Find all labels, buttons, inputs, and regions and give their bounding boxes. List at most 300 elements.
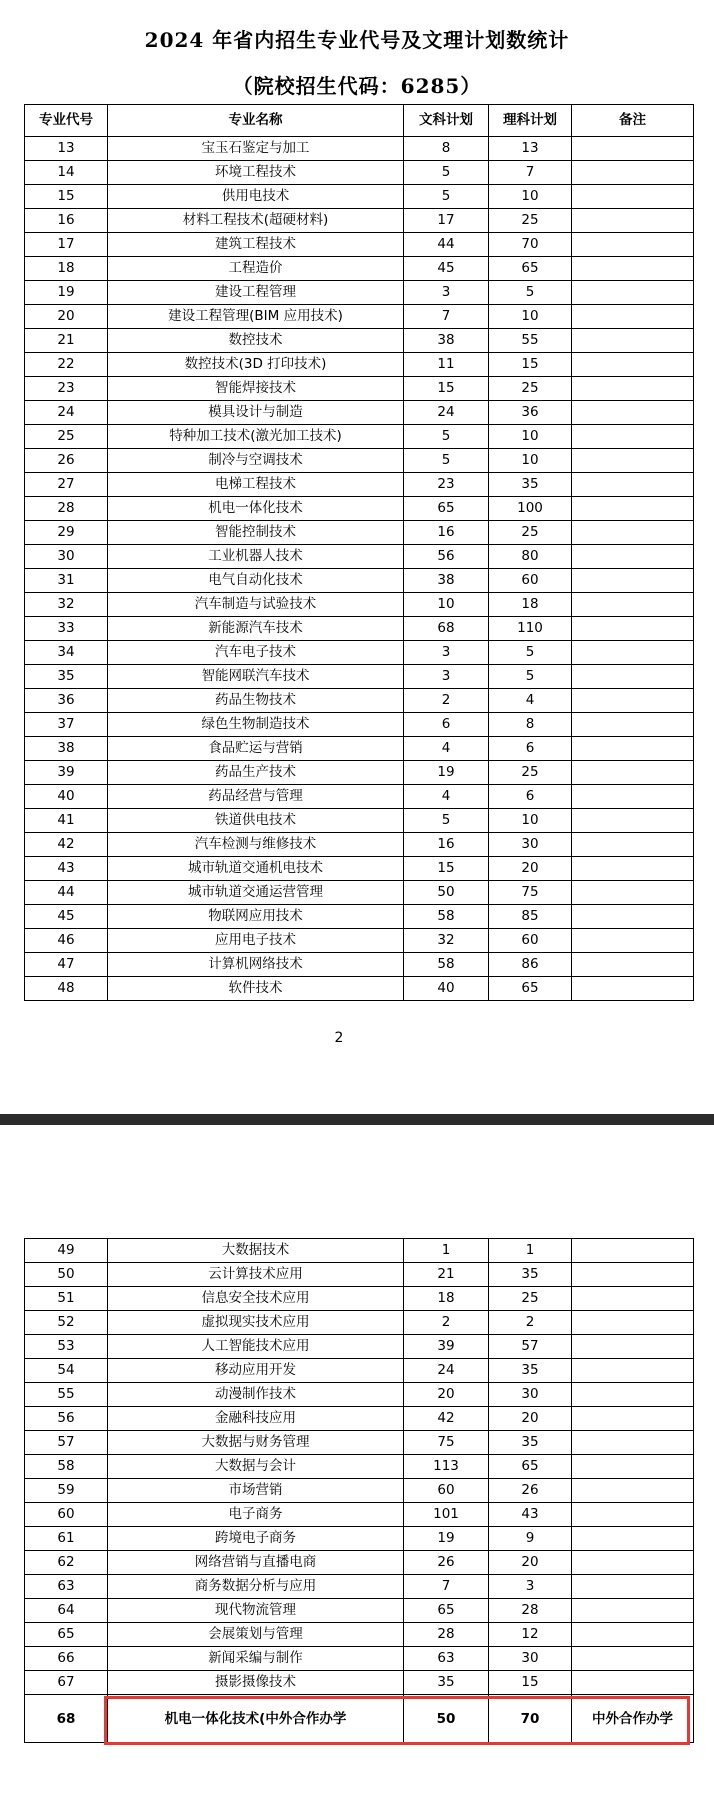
cell-name: 大数据技术	[108, 1239, 404, 1263]
cell-name: 宝玉石鉴定与加工	[108, 137, 404, 161]
cell-name: 智能控制技术	[108, 521, 404, 545]
cell-science: 10	[489, 449, 572, 473]
cell-arts: 7	[404, 1575, 489, 1599]
cell-arts: 5	[404, 161, 489, 185]
table-row	[25, 305, 694, 329]
cell-science: 70	[489, 1695, 572, 1743]
cell-science: 10	[489, 425, 572, 449]
cell-name: 物联网应用技术	[108, 905, 404, 929]
cell-name: 机电一体化技术(中外合作办学	[108, 1695, 404, 1743]
cell-arts: 39	[404, 1335, 489, 1359]
cell-name: 市场营销	[108, 1479, 404, 1503]
cell-name: 软件技术	[108, 977, 404, 1001]
cell-code: 44	[25, 881, 108, 905]
cell-arts: 15	[404, 857, 489, 881]
table-row	[25, 161, 694, 185]
cell-code: 19	[25, 281, 108, 305]
table-row	[25, 1287, 694, 1311]
table-row	[25, 1263, 694, 1287]
cell-code: 38	[25, 737, 108, 761]
cell-note	[572, 665, 694, 689]
cell-name: 电子商务	[108, 1503, 404, 1527]
cell-note	[572, 905, 694, 929]
table-row	[25, 689, 694, 713]
cell-science: 25	[489, 761, 572, 785]
cell-note	[572, 785, 694, 809]
table-row	[25, 1383, 694, 1407]
cell-arts: 4	[404, 737, 489, 761]
cell-code: 27	[25, 473, 108, 497]
cell-name: 会展策划与管理	[108, 1623, 404, 1647]
cell-code: 55	[25, 1383, 108, 1407]
cell-science: 28	[489, 1599, 572, 1623]
cell-code: 60	[25, 1503, 108, 1527]
cell-name: 城市轨道交通机电技术	[108, 857, 404, 881]
cell-arts: 16	[404, 521, 489, 545]
table-row	[25, 1599, 694, 1623]
cell-code: 14	[25, 161, 108, 185]
cell-note	[572, 641, 694, 665]
enrollment-table-page-1	[24, 104, 694, 1001]
cell-name: 计算机网络技术	[108, 953, 404, 977]
cell-name: 智能焊接技术	[108, 377, 404, 401]
cell-note	[572, 1431, 694, 1455]
cell-note	[572, 1383, 694, 1407]
cell-science: 57	[489, 1335, 572, 1359]
cell-name: 虚拟现实技术应用	[108, 1311, 404, 1335]
cell-name: 数控技术	[108, 329, 404, 353]
cell-arts: 19	[404, 761, 489, 785]
cell-science: 25	[489, 1287, 572, 1311]
cell-code: 33	[25, 617, 108, 641]
cell-name: 新闻采编与制作	[108, 1647, 404, 1671]
table-row	[25, 209, 694, 233]
cell-science: 65	[489, 977, 572, 1001]
cell-code: 24	[25, 401, 108, 425]
cell-name: 汽车电子技术	[108, 641, 404, 665]
cell-note	[572, 401, 694, 425]
cell-science: 60	[489, 569, 572, 593]
cell-science: 35	[489, 1263, 572, 1287]
cell-note	[572, 1407, 694, 1431]
cell-code: 50	[25, 1263, 108, 1287]
cell-name: 信息安全技术应用	[108, 1287, 404, 1311]
cell-code: 32	[25, 593, 108, 617]
cell-name: 云计算技术应用	[108, 1263, 404, 1287]
table-row	[25, 1239, 694, 1263]
table-header-row	[25, 105, 694, 137]
cell-arts: 24	[404, 401, 489, 425]
cell-note	[572, 137, 694, 161]
enrollment-table-page-2	[24, 1238, 694, 1743]
cell-note	[572, 545, 694, 569]
cell-code: 34	[25, 641, 108, 665]
cell-note	[572, 377, 694, 401]
header-code: 专业代号	[25, 105, 108, 137]
cell-code: 20	[25, 305, 108, 329]
header-science: 理科计划	[489, 105, 572, 137]
cell-arts: 35	[404, 1671, 489, 1695]
cell-science: 20	[489, 1407, 572, 1431]
table-row	[25, 929, 694, 953]
table-row	[25, 737, 694, 761]
cell-arts: 15	[404, 377, 489, 401]
cell-arts: 42	[404, 1407, 489, 1431]
table-row	[25, 617, 694, 641]
cell-name: 金融科技应用	[108, 1407, 404, 1431]
cell-code: 66	[25, 1647, 108, 1671]
cell-science: 15	[489, 1671, 572, 1695]
table-row	[25, 833, 694, 857]
cell-arts: 56	[404, 545, 489, 569]
table-row-highlighted	[25, 1695, 694, 1743]
cell-note	[572, 209, 694, 233]
cell-arts: 68	[404, 617, 489, 641]
cell-science: 35	[489, 473, 572, 497]
cell-science: 43	[489, 1503, 572, 1527]
table-row	[25, 1503, 694, 1527]
cell-arts: 5	[404, 185, 489, 209]
cell-code: 16	[25, 209, 108, 233]
cell-code: 28	[25, 497, 108, 521]
table-row	[25, 1623, 694, 1647]
cell-code: 56	[25, 1407, 108, 1431]
cell-science: 80	[489, 545, 572, 569]
cell-code: 17	[25, 233, 108, 257]
table-row	[25, 1527, 694, 1551]
cell-arts: 65	[404, 1599, 489, 1623]
cell-science: 1	[489, 1239, 572, 1263]
cell-code: 40	[25, 785, 108, 809]
cell-name: 动漫制作技术	[108, 1383, 404, 1407]
cell-name: 大数据与财务管理	[108, 1431, 404, 1455]
table-row	[25, 1455, 694, 1479]
cell-science: 60	[489, 929, 572, 953]
cell-science: 7	[489, 161, 572, 185]
table-row	[25, 1431, 694, 1455]
table-row	[25, 1479, 694, 1503]
cell-arts: 16	[404, 833, 489, 857]
cell-note	[572, 425, 694, 449]
cell-arts: 101	[404, 1503, 489, 1527]
cell-code: 61	[25, 1527, 108, 1551]
cell-arts: 32	[404, 929, 489, 953]
cell-science: 26	[489, 1479, 572, 1503]
cell-note	[572, 737, 694, 761]
table-row	[25, 1671, 694, 1695]
cell-arts: 63	[404, 1647, 489, 1671]
cell-arts: 26	[404, 1551, 489, 1575]
cell-note	[572, 185, 694, 209]
cell-arts: 5	[404, 449, 489, 473]
cell-science: 3	[489, 1575, 572, 1599]
cell-note	[572, 449, 694, 473]
cell-science: 10	[489, 305, 572, 329]
cell-science: 100	[489, 497, 572, 521]
cell-note	[572, 1647, 694, 1671]
cell-code: 49	[25, 1239, 108, 1263]
cell-code: 46	[25, 929, 108, 953]
table-row	[25, 545, 694, 569]
cell-name: 大数据与会计	[108, 1455, 404, 1479]
cell-code: 65	[25, 1623, 108, 1647]
cell-code: 31	[25, 569, 108, 593]
cell-science: 4	[489, 689, 572, 713]
cell-code: 26	[25, 449, 108, 473]
table-row	[25, 521, 694, 545]
cell-note	[572, 473, 694, 497]
cell-science: 25	[489, 209, 572, 233]
cell-science: 2	[489, 1311, 572, 1335]
table-body-page-1	[25, 137, 694, 1001]
cell-code: 53	[25, 1335, 108, 1359]
cell-arts: 4	[404, 785, 489, 809]
cell-arts: 60	[404, 1479, 489, 1503]
cell-arts: 44	[404, 233, 489, 257]
cell-code: 37	[25, 713, 108, 737]
table-row	[25, 473, 694, 497]
cell-code: 51	[25, 1287, 108, 1311]
cell-note	[572, 233, 694, 257]
cell-arts: 21	[404, 1263, 489, 1287]
cell-code: 48	[25, 977, 108, 1001]
cell-name: 药品生物技术	[108, 689, 404, 713]
cell-arts: 23	[404, 473, 489, 497]
cell-note	[572, 569, 694, 593]
table-row	[25, 1647, 694, 1671]
cell-arts: 28	[404, 1623, 489, 1647]
cell-name: 食品贮运与营销	[108, 737, 404, 761]
cell-name: 机电一体化技术	[108, 497, 404, 521]
cell-arts: 1	[404, 1239, 489, 1263]
table-row	[25, 329, 694, 353]
cell-note	[572, 809, 694, 833]
cell-name: 移动应用开发	[108, 1359, 404, 1383]
table-body-page-2	[25, 1239, 694, 1695]
cell-note	[572, 713, 694, 737]
cell-note	[572, 353, 694, 377]
cell-code: 52	[25, 1311, 108, 1335]
table-row	[25, 905, 694, 929]
cell-name: 网络营销与直播电商	[108, 1551, 404, 1575]
cell-code: 36	[25, 689, 108, 713]
cell-code: 47	[25, 953, 108, 977]
cell-name: 工业机器人技术	[108, 545, 404, 569]
cell-note	[572, 1287, 694, 1311]
table-row	[25, 1551, 694, 1575]
cell-arts: 17	[404, 209, 489, 233]
cell-science: 35	[489, 1359, 572, 1383]
cell-name: 城市轨道交通运营管理	[108, 881, 404, 905]
cell-arts: 3	[404, 641, 489, 665]
cell-name: 环境工程技术	[108, 161, 404, 185]
cell-note	[572, 257, 694, 281]
cell-science: 85	[489, 905, 572, 929]
header-note: 备注	[572, 105, 694, 137]
table-row	[25, 401, 694, 425]
cell-science: 55	[489, 329, 572, 353]
cell-name: 摄影摄像技术	[108, 1671, 404, 1695]
cell-note	[572, 1599, 694, 1623]
cell-arts: 38	[404, 329, 489, 353]
cell-note	[572, 1527, 694, 1551]
cell-note	[572, 1551, 694, 1575]
table-row	[25, 353, 694, 377]
cell-code: 41	[25, 809, 108, 833]
cell-arts: 113	[404, 1455, 489, 1479]
cell-arts: 11	[404, 353, 489, 377]
cell-note	[572, 977, 694, 1001]
table-row	[25, 1335, 694, 1359]
cell-arts: 20	[404, 1383, 489, 1407]
cell-name: 建筑工程技术	[108, 233, 404, 257]
cell-science: 8	[489, 713, 572, 737]
cell-code: 67	[25, 1671, 108, 1695]
cell-note	[572, 593, 694, 617]
cell-name: 特种加工技术(激光加工技术)	[108, 425, 404, 449]
cell-code: 15	[25, 185, 108, 209]
cell-name: 汽车检测与维修技术	[108, 833, 404, 857]
cell-arts: 5	[404, 425, 489, 449]
table-row	[25, 1407, 694, 1431]
cell-arts: 10	[404, 593, 489, 617]
cell-science: 18	[489, 593, 572, 617]
cell-note	[572, 521, 694, 545]
cell-code: 35	[25, 665, 108, 689]
cell-science: 10	[489, 185, 572, 209]
cell-note	[572, 1359, 694, 1383]
cell-name: 智能网联汽车技术	[108, 665, 404, 689]
cell-note	[572, 761, 694, 785]
cell-arts: 2	[404, 1311, 489, 1335]
cell-name: 电梯工程技术	[108, 473, 404, 497]
cell-code: 23	[25, 377, 108, 401]
cell-code: 62	[25, 1551, 108, 1575]
cell-note	[572, 1503, 694, 1527]
cell-code: 64	[25, 1599, 108, 1623]
cell-arts: 45	[404, 257, 489, 281]
cell-arts: 58	[404, 905, 489, 929]
table-row	[25, 953, 694, 977]
cell-note	[572, 305, 694, 329]
table-row	[25, 281, 694, 305]
cell-science: 25	[489, 377, 572, 401]
cell-note	[572, 1311, 694, 1335]
cell-science: 5	[489, 665, 572, 689]
document-title: 2024 年省内招生专业代号及文理计划数统计	[144, 28, 570, 52]
cell-arts: 50	[404, 881, 489, 905]
cell-science: 30	[489, 833, 572, 857]
table-row	[25, 665, 694, 689]
cell-note	[572, 1455, 694, 1479]
table-row	[25, 809, 694, 833]
cell-science: 20	[489, 1551, 572, 1575]
cell-code: 68	[25, 1695, 108, 1743]
table-row	[25, 977, 694, 1001]
cell-science: 6	[489, 737, 572, 761]
cell-name: 数控技术(3D 打印技术)	[108, 353, 404, 377]
table-row	[25, 497, 694, 521]
cell-code: 54	[25, 1359, 108, 1383]
cell-arts: 7	[404, 305, 489, 329]
cell-arts: 50	[404, 1695, 489, 1743]
table-row	[25, 1575, 694, 1599]
cell-name: 药品经营与管理	[108, 785, 404, 809]
table-row	[25, 233, 694, 257]
cell-note	[572, 1575, 694, 1599]
cell-name: 建设工程管理	[108, 281, 404, 305]
cell-arts: 58	[404, 953, 489, 977]
cell-arts: 18	[404, 1287, 489, 1311]
cell-name: 电气自动化技术	[108, 569, 404, 593]
cell-science: 13	[489, 137, 572, 161]
cell-note	[572, 1671, 694, 1695]
cell-note	[572, 833, 694, 857]
cell-science: 25	[489, 521, 572, 545]
table-row	[25, 185, 694, 209]
cell-name: 铁道供电技术	[108, 809, 404, 833]
cell-science: 15	[489, 353, 572, 377]
cell-arts: 5	[404, 809, 489, 833]
page-separator	[0, 1114, 714, 1125]
cell-note	[572, 1263, 694, 1287]
cell-note	[572, 281, 694, 305]
cell-code: 45	[25, 905, 108, 929]
cell-code: 13	[25, 137, 108, 161]
cell-name: 药品生产技术	[108, 761, 404, 785]
cell-name: 新能源汽车技术	[108, 617, 404, 641]
table-row	[25, 857, 694, 881]
cell-name: 跨境电子商务	[108, 1527, 404, 1551]
cell-code: 58	[25, 1455, 108, 1479]
cell-science: 75	[489, 881, 572, 905]
table-row	[25, 761, 694, 785]
cell-code: 21	[25, 329, 108, 353]
cell-science: 110	[489, 617, 572, 641]
cell-note	[572, 1479, 694, 1503]
cell-science: 65	[489, 257, 572, 281]
cell-note	[572, 1335, 694, 1359]
cell-code: 22	[25, 353, 108, 377]
cell-code: 30	[25, 545, 108, 569]
cell-note	[572, 329, 694, 353]
cell-science: 86	[489, 953, 572, 977]
cell-science: 35	[489, 1431, 572, 1455]
cell-code: 43	[25, 857, 108, 881]
cell-note: 中外合作办学	[572, 1695, 694, 1743]
table-row	[25, 785, 694, 809]
cell-name: 现代物流管理	[108, 1599, 404, 1623]
cell-science: 70	[489, 233, 572, 257]
cell-name: 工程造价	[108, 257, 404, 281]
cell-arts: 40	[404, 977, 489, 1001]
cell-arts: 3	[404, 665, 489, 689]
cell-science: 9	[489, 1527, 572, 1551]
cell-code: 39	[25, 761, 108, 785]
cell-note	[572, 929, 694, 953]
table-row	[25, 1359, 694, 1383]
cell-arts: 19	[404, 1527, 489, 1551]
page-number: 2	[334, 1030, 344, 1046]
cell-name: 供用电技术	[108, 185, 404, 209]
table-row	[25, 1311, 694, 1335]
cell-arts: 3	[404, 281, 489, 305]
cell-science: 65	[489, 1455, 572, 1479]
cell-note	[572, 881, 694, 905]
cell-name: 人工智能技术应用	[108, 1335, 404, 1359]
cell-note	[572, 1623, 694, 1647]
cell-note	[572, 617, 694, 641]
